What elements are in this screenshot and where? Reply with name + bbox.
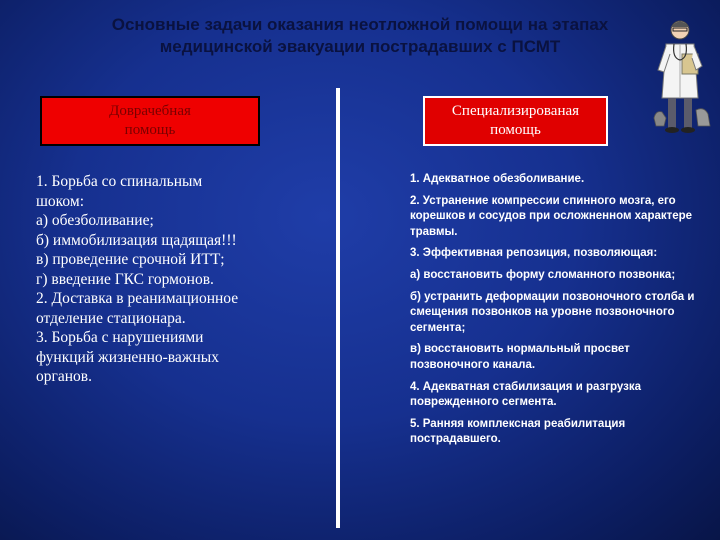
right-header-line-1: Специализированая xyxy=(451,103,580,119)
left-header-line-2: помощь xyxy=(124,122,176,138)
right-list-item: 4. Адекватная стабилизация и разгрузка поврежденного сегмента. xyxy=(410,380,642,409)
left-list-line: 3. Борьба с нарушениями xyxy=(36,329,204,346)
right-list-item: б) устранить деформации позвоночного столба и смещения позвонков на уровне позвоночного сегмента; xyxy=(410,290,695,334)
left-list-line: органов. xyxy=(36,368,92,385)
left-list-line: 2. Доставка в реанимационное xyxy=(36,290,239,307)
right-list-item: 2. Устранение компрессии спинного мозга, его корешков и сосудов при осложненном характере травмы. xyxy=(410,194,693,238)
prehospital-care-list xyxy=(36,172,316,387)
doctor-illustration xyxy=(652,14,712,140)
specialized-care-list xyxy=(410,172,705,454)
left-list-line: б) иммобилизация щадящая!!! xyxy=(36,231,237,249)
prehospital-care-header xyxy=(40,96,260,146)
left-list-line: 1. Борьба со спинальным xyxy=(36,173,203,190)
title-line-1: Основные задачи оказания неотложной помощи на этапах xyxy=(111,15,609,34)
right-list-item: 5. Ранняя комплексная реабилитация пострадавшего. xyxy=(410,417,626,446)
column-divider xyxy=(336,88,340,528)
right-list-item: в) восстановить нормальный просвет позвоночного канала. xyxy=(410,343,630,371)
left-list-line: а) обезболивание; xyxy=(36,212,154,229)
left-list-line: г) введение ГКС гормонов. xyxy=(36,270,214,288)
left-list-line: отделение стационара. xyxy=(36,309,186,327)
left-list-line: функций жизненно-важных xyxy=(36,348,219,366)
left-list-line: шоком: xyxy=(36,192,84,210)
specialized-care-header xyxy=(423,96,608,146)
left-header-line-1: Доврачебная xyxy=(109,103,191,119)
right-list-item: а) восстановить форму сломанного позвонка; xyxy=(410,268,676,281)
right-list-item: 1. Адекватное обезболивание. xyxy=(410,173,585,185)
title-line-2: медицинской эвакуации пострадавших с ПСМТ xyxy=(159,37,561,56)
left-list-line: в) проведение срочной ИТТ; xyxy=(36,251,225,268)
right-list-item: 3. Эффективная репозиция, позволяющая: xyxy=(410,247,658,260)
slide-title xyxy=(60,14,660,58)
right-header-line-2: помощь xyxy=(490,122,541,138)
